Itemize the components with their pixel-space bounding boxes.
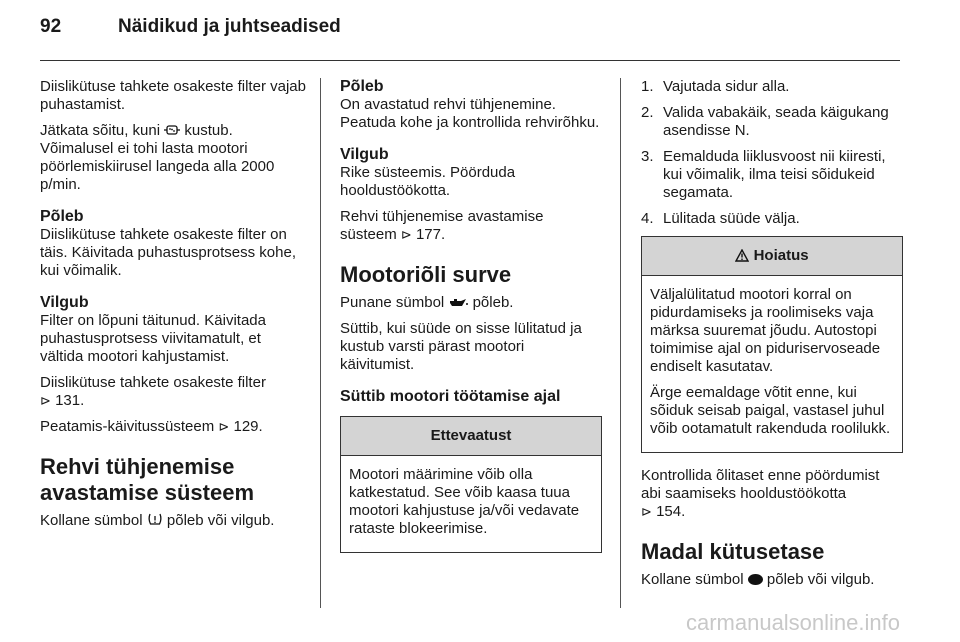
page-link[interactable]: 129. bbox=[233, 418, 263, 435]
page-link[interactable]: 154. bbox=[656, 503, 686, 520]
section-heading: Madal kütusetase bbox=[641, 539, 825, 564]
list-item: 3. Eemalduda liiklusvoost nii kiiresti, kui võimalik, ilma teisi sõidukeid segamata. bbox=[641, 148, 886, 201]
subheading: Vilgub bbox=[40, 294, 89, 311]
warning-box-title: Hoiatus bbox=[642, 237, 902, 276]
column-3 bbox=[641, 78, 903, 597]
steps-list bbox=[641, 78, 903, 228]
caution-text: Mootori määrimine võib olla katkestatud. See võib kaasa tuua mootori kahjustuse ja/või vedavate rataste blokeerimise. bbox=[349, 466, 580, 537]
page-link[interactable]: 177. bbox=[415, 226, 446, 243]
reference-arrow-icon: ⊳ bbox=[400, 227, 412, 242]
particle-filter-icon bbox=[164, 123, 180, 137]
watermark: carmanualsonline.info bbox=[685, 610, 900, 635]
warning-text: Väljalülitatud mootori korral on pidurdamiseks ja roolimiseks vaja märksa suuremat jõudu. Autostopi toimimise ajal on piduriservoseade endiselt kasutatav. bbox=[650, 286, 881, 375]
fuel-dot-icon bbox=[748, 574, 763, 585]
subheading: Põleb bbox=[340, 78, 384, 95]
reference-arrow-icon: ⊳ bbox=[218, 419, 230, 434]
subheading: Põleb bbox=[40, 208, 84, 225]
oil-can-icon bbox=[448, 297, 468, 309]
paragraph: Diislikütuse tahkete osakeste filter on täis. Käivitada puhastusprotsess kohe, kui võimalik. bbox=[40, 226, 296, 279]
caution-box-title: Ettevaatust bbox=[341, 417, 601, 456]
warning-text: Ärge eemaldage võtit enne, kui sõiduk seisab paigal, vastasel juhul võib ootamatult rakenduda roolilukk. bbox=[650, 384, 891, 437]
list-item: 1. Vajutada sidur alla. bbox=[641, 78, 790, 95]
warning-box bbox=[641, 236, 903, 453]
page-link[interactable]: 131. bbox=[55, 392, 85, 409]
warning-triangle-icon bbox=[735, 249, 749, 262]
subsection-heading: Süttib mootori töötamise ajal bbox=[340, 388, 561, 405]
section-heading: Rehvi tühjenemise avastamise süsteem bbox=[40, 454, 255, 505]
paragraph: Jätkata sõitu, kuni kustub. Võimalusel ei tohi lasta mootori pöörlemiskiirusel langeda alla 2000 p/min. bbox=[40, 122, 275, 193]
paragraph: Rike süsteemis. Pöörduda hooldustöökotta. bbox=[340, 164, 516, 199]
cross-reference: Kontrollida õlitaset enne pöördumist abi saamiseks hooldustöökotta ⊳ 154. bbox=[641, 467, 880, 520]
paragraph: On avastatud rehvi tühjenemine. Peatuda kohe ja kontrollida rehvirõhku. bbox=[340, 96, 600, 131]
list-item: 2. Valida vabakäik, seada käigukang asendisse N. bbox=[641, 104, 889, 139]
reference-arrow-icon: ⊳ bbox=[40, 393, 51, 408]
cross-reference: Diislikütuse tahkete osakeste filter ⊳ 131. bbox=[40, 374, 266, 409]
list-item: 4. Lülitada süüde välja. bbox=[641, 210, 800, 227]
paragraph: Kollane sümbol põleb või vilgub. bbox=[40, 512, 275, 529]
tyre-pressure-icon bbox=[147, 512, 163, 527]
paragraph: Filter on lõpuni täitunud. Käivitada puhastusprotsess viivitamatult, et vältida mootori kahjustamist. bbox=[40, 312, 266, 365]
column-divider bbox=[320, 78, 321, 608]
column-2 bbox=[340, 78, 602, 553]
column-divider bbox=[620, 78, 621, 608]
paragraph: Kollane sümbol põleb või vilgub. bbox=[641, 571, 875, 588]
reference-arrow-icon: ⊳ bbox=[641, 504, 652, 519]
caution-box bbox=[340, 416, 602, 553]
paragraph: Süttib, kui süüde on sisse lülitatud ja kustub varsti pärast mootori käivitumist. bbox=[340, 320, 582, 373]
page-header bbox=[40, 16, 341, 50]
paragraph: Punane sümbol põleb. bbox=[340, 294, 514, 311]
column-1 bbox=[40, 78, 308, 538]
subheading: Vilgub bbox=[340, 146, 389, 163]
cross-reference: Peatamis-käivitussüsteem ⊳ 129. bbox=[40, 418, 263, 435]
paragraph: Diislikütuse tahkete osakeste filter vajab puhastamist. bbox=[40, 78, 306, 113]
header-divider bbox=[40, 60, 900, 61]
page-number: 92 bbox=[40, 16, 62, 37]
page-title: Näidikud ja juhtseadised bbox=[118, 16, 341, 37]
cross-reference: Rehvi tühjenemise avastamise süsteem ⊳ 177. bbox=[340, 208, 544, 243]
section-heading: Mootoriõli surve bbox=[340, 262, 512, 287]
